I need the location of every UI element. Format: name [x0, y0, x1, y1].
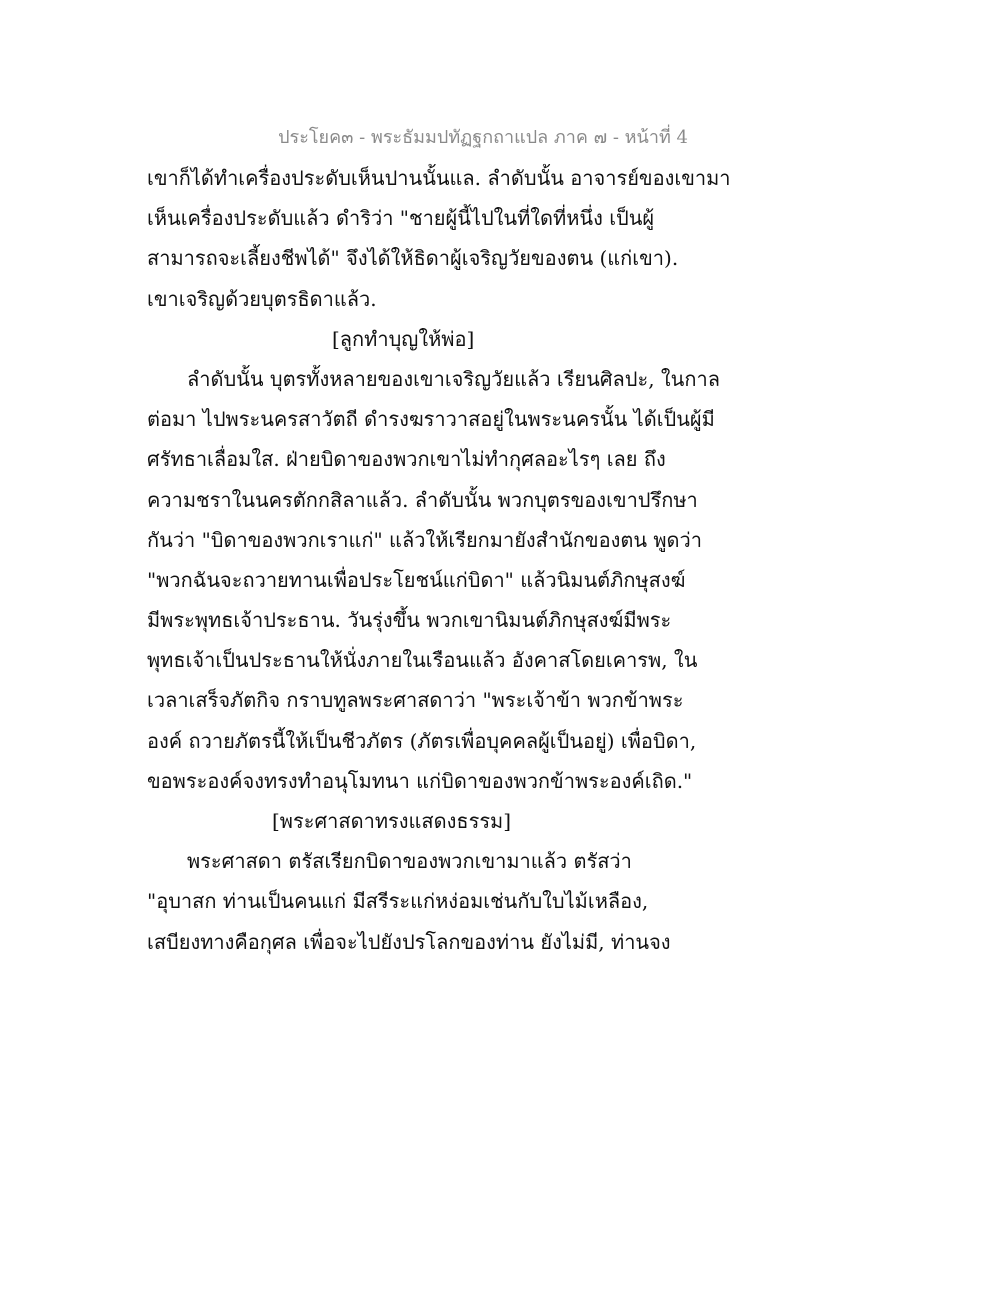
text-line: องค์ ถวายภัตรนี้ให้เป็นชีวภัตร (ภัตรเพื่อบุคคลผู้เป็นอยู่) เพื่อบิดา, [147, 728, 697, 753]
text-line: สามารถจะเลี้ยงชีพได้" จึงได้ให้ธิดาผู้เจริญวัยของตน (แก่เขา). [147, 246, 679, 271]
text-line: เขาก็ได้ทำเครื่องประดับเห็นปานนั้นแล. ลำดับนั้น อาจารย์ของเขามา [147, 166, 731, 190]
section-heading: [ลูกทำบุญให้พ่อ] [332, 326, 475, 351]
section-heading: [พระศาสดาทรงแสดงธรรม] [272, 809, 512, 833]
text-line: กันว่า "บิดาของพวกเราแก่" แล้วให้เรียกมายังสำนักของตน พูดว่า [147, 527, 702, 552]
text-line: ต่อมา ไปพระนครสาวัตถี ดำรงฆราวาสอยู่ในพระนครนั้น ได้เป็นผู้มี [147, 407, 715, 432]
paragraph-first-line: ลำดับนั้น บุตรทั้งหลายของเขาเจริญวัยแล้ว เรียนศิลปะ, ในกาล [187, 366, 720, 391]
text-line: ศรัทธาเลื่อมใส. ฝ่ายบิดาของพวกเขาไม่ทำกุศลอะไรๆ เลย ถึง [147, 447, 666, 472]
text-line: มีพระพุทธเจ้าประธาน. วันรุ่งขึ้น พวกเขานิมนต์ภิกษุสงฆ์มีพระ [147, 608, 672, 633]
text-line: พุทธเจ้าเป็นประธานให้นั่งภายในเรือนแล้ว อังคาสโดยเคารพ, ใน [147, 648, 698, 673]
text-line: ขอพระองค์จงทรงทำอนุโมทนา แก่บิดาของพวกข้าพระองค์เถิด." [147, 768, 693, 793]
text-line: เขาเจริญด้วยบุตรธิดาแล้ว. [147, 286, 377, 311]
running-head: ประโยค๓ - พระธัมมปทัฏฐกถาแปล ภาค ๗ - หน้าที่ 4 [278, 127, 688, 148]
text-line: "พวกฉันจะถวายทานเพื่อประโยชน์แก่บิดา" แล้วนิมนต์ภิกษุสงฆ์ [147, 567, 686, 592]
body-text [147, 158, 731, 962]
text-line: "อุบาสก ท่านเป็นคนแก่ มีสรีระแก่หง่อมเช่นกับใบไม้เหลือง, [147, 889, 649, 914]
paragraph-first-line: พระศาสดา ตรัสเรียกบิดาของพวกเขามาแล้ว ตรัสว่า [187, 849, 632, 874]
text-line: ความชราในนครตักกสิลาแล้ว. ลำดับนั้น พวกบุตรของเขาปรึกษา [147, 487, 698, 512]
text-line: เสบียงทางคือกุศล เพื่อจะไปยังปรโลกของท่าน ยังไม่มี, ท่านจง [147, 929, 671, 954]
text-line: เวลาเสร็จภัตกิจ กราบทูลพระศาสดาว่า "พระเจ้าข้า พวกข้าพระ [147, 688, 684, 713]
text-line: เห็นเครื่องประดับแล้ว ดำริว่า "ชายผู้นี้ไปในที่ใดที่หนึ่ง เป็นผู้ [147, 206, 655, 231]
